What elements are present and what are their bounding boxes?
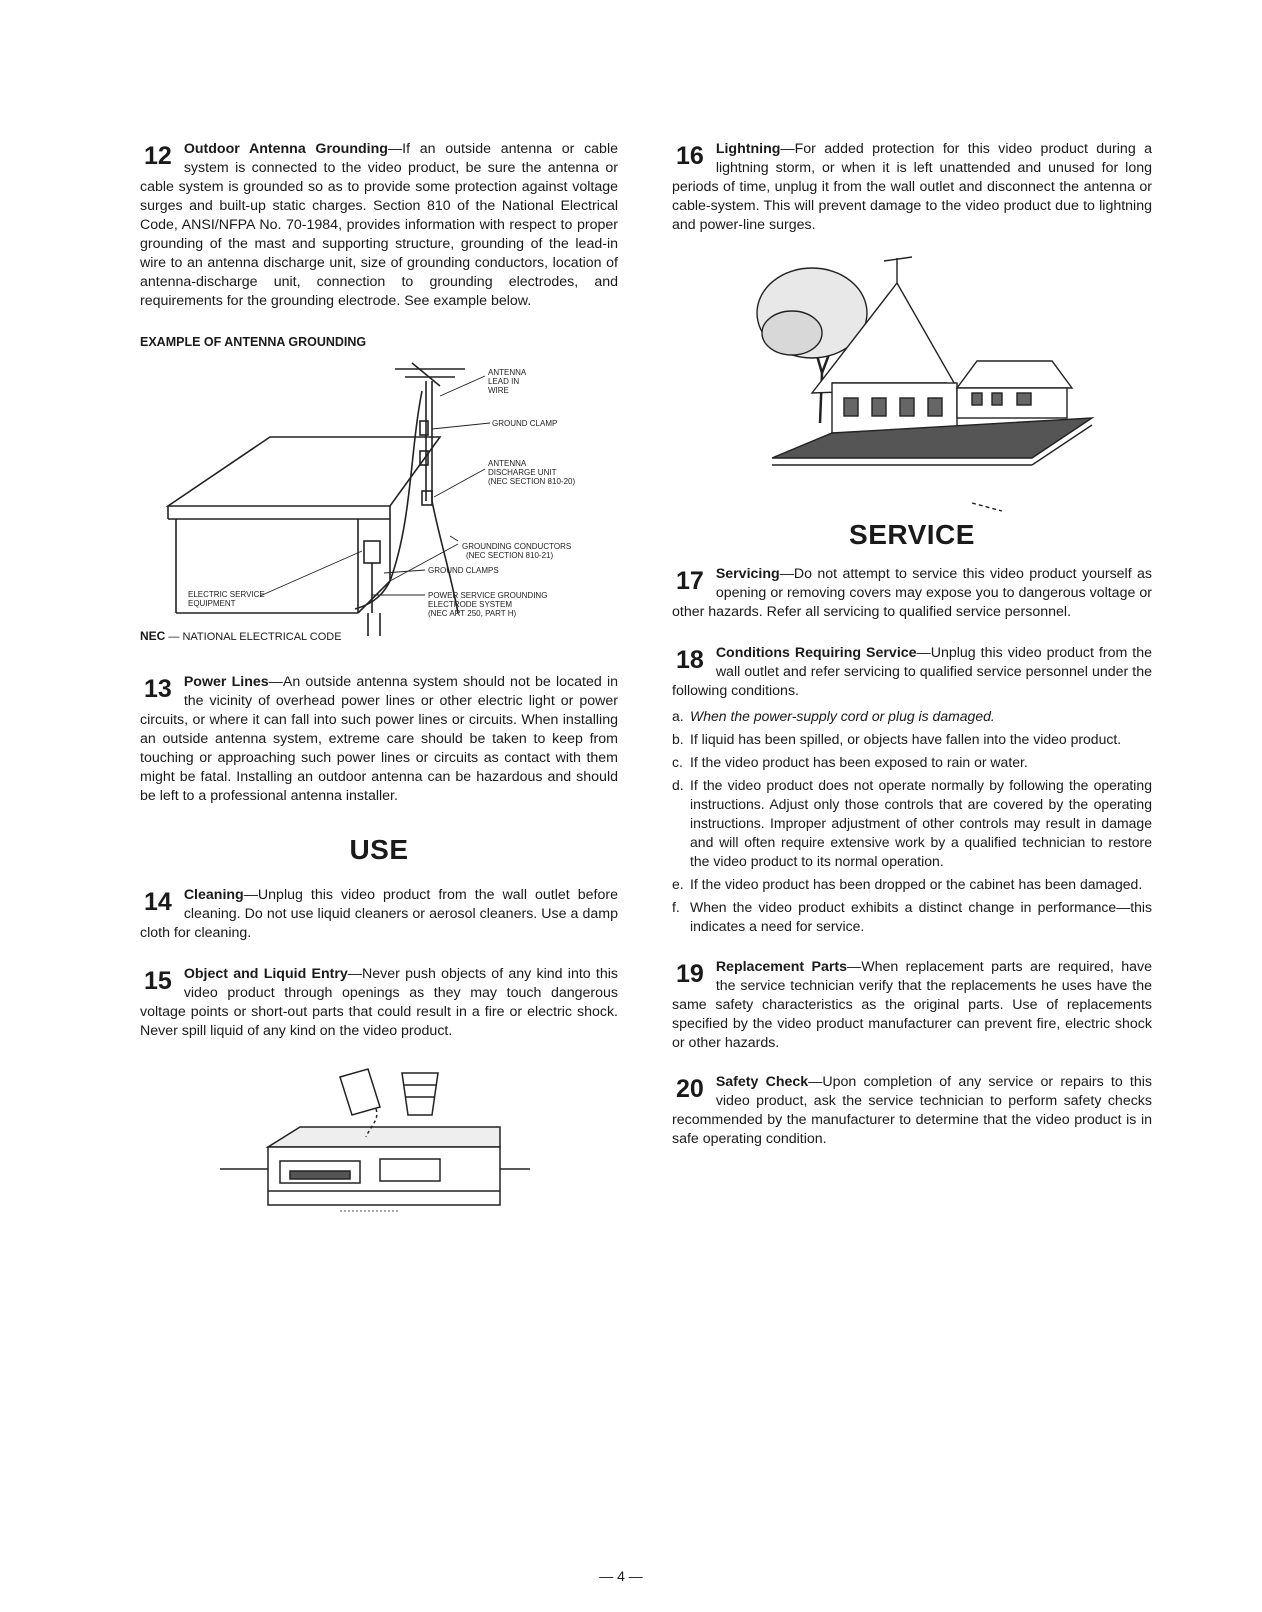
label-ground-clamp: GROUND CLAMP (492, 419, 558, 428)
item-title: Safety Check (715, 1074, 809, 1090)
item-number: 20 (676, 1075, 704, 1103)
item-body: —Unplug this video product from the wall outlet before cleaning. Do not use liquid cleaners or aerosol cleaners. Use a damp cloth for cleaning. (140, 887, 618, 941)
list-item (672, 875, 1152, 894)
item-number: 15 (144, 967, 172, 995)
label-electrode-system: POWER SERVICE GROUNDING (428, 591, 548, 600)
list-item (672, 730, 1152, 749)
item-19 (672, 958, 1152, 1053)
antenna-grounding-diagram (140, 351, 618, 651)
label-electrode-system-3: (NEC ART 250, PART H) (428, 609, 517, 618)
item-number: 14 (144, 888, 172, 916)
list-item (672, 707, 1152, 726)
list-item-text: If liquid has been spilled, or objects have fallen into the video product. (690, 731, 1122, 747)
item-number: 18 (676, 646, 704, 674)
item-body: —Never push objects of any kind into this video product through openings as they may touch dangerous voltage points or short-out parts that could result in a fire or electric shock. Never spill liquid of any kind on the video product. (140, 966, 619, 1039)
item-20 (672, 1073, 1152, 1149)
item-body: —When replacement parts are required, have the service technician verify that the replacements he uses have the same safety characteristics as the original parts. Use of replacements specified by the video product manufacturer can prevent fire, electric shock or other hazards. (672, 959, 1152, 1051)
vcr-liquid-illustration (140, 1059, 618, 1229)
nec-text: — NATIONAL ELECTRICAL CODE (165, 631, 342, 643)
item-title: Outdoor Antenna Grounding (183, 141, 388, 157)
label-electric-service-2: EQUIPMENT (188, 599, 236, 608)
item-title: Servicing (715, 566, 780, 582)
list-item-text: If the video product has been exposed to rain or water. (690, 754, 1028, 770)
diagram-title: EXAMPLE OF ANTENNA GROUNDING (140, 335, 367, 349)
label-electric-service: ELECTRIC SERVICE (188, 590, 265, 599)
item-body: —If an outside antenna or cable system is connected to the video product, be sure the antenna or cable system is grounded so as to provide some protection against voltage surges and built-up static charges. Section 810 of the National Electrical Code, ANSI/NFPA No. 70-1984, provides information with respect to proper grounding of the mast and supporting structure, grounding of the lead-in wire to an antenna discharge unit, size of grounding conductors, location of antenna-discharge unit, connection to grounding electrodes, and requirements for the grounding electrode. See example below. (140, 141, 618, 309)
item-body: —An outside antenna system should not be located in the vicinity of overhead power lines or other electric light or power circuits, or where it can fall into such power lines or circuits. When installing an outside antenna system, extreme care should be taken to keep from touching or approaching such power lines or circuits as contact with them might be fatal. Installing an outdoor antenna can be hazardous and should be left to a professional antenna installer. (140, 674, 618, 804)
list-item-label: f. (672, 899, 680, 915)
item-title: Conditions Requiring Service (715, 645, 917, 661)
list-item-text: When the video product exhibits a distinct change in performance—this indicates a need for service. (690, 899, 1152, 934)
item-number: 19 (676, 960, 704, 988)
label-antenna-lead-in-2: LEAD IN (488, 377, 520, 386)
label-discharge-unit-2: DISCHARGE UNIT (488, 468, 557, 477)
item-16 (672, 140, 1152, 235)
list-item-text: If the video product does not operate normally by following the operating instructions. Adjust only those controls that are covered by the operating instructions. Improper adjustment of other controls may result in damage and will often require extensive work by a qualified technician to restore the video product to its normal operation. (690, 777, 1152, 869)
list-item-label: c. (672, 754, 683, 770)
section-heading-service: SERVICE (849, 519, 975, 550)
label-ground-clamps: GROUND CLAMPS (428, 566, 499, 575)
item-12 (140, 140, 618, 311)
label-grounding-conductors-2: (NEC SECTION 810-21) (466, 551, 554, 560)
item-number: 17 (676, 567, 704, 595)
list-item-label: a. (672, 708, 684, 724)
label-discharge-unit-3: (NEC SECTION 810-20) (488, 477, 576, 486)
list-item-label: b. (672, 731, 684, 747)
item-14 (140, 886, 618, 943)
item-number: 16 (676, 142, 704, 170)
list-item (672, 898, 1152, 936)
label-antenna-lead-in-3: WIRE (488, 386, 509, 395)
item-title: Cleaning (183, 887, 244, 903)
label-grounding-conductors: GROUNDING CONDUCTORS (462, 542, 572, 551)
item-title: Object and Liquid Entry (183, 966, 348, 982)
item-13 (140, 673, 618, 806)
left-column (140, 140, 618, 1229)
label-electrode-system-2: ELECTRODE SYSTEM (428, 600, 513, 609)
item-body: —Do not attempt to service this video product yourself as opening or removing covers may expose you to dangerous voltage or other hazards. Refer all servicing to qualified service personnel. (672, 566, 1152, 620)
item-15 (140, 965, 618, 1041)
label-antenna-lead-in: ANTENNA (488, 368, 527, 377)
nec-note (140, 629, 618, 643)
item-18 (672, 644, 1152, 701)
item-title: Replacement Parts (715, 959, 847, 975)
lightning-house-illustration (672, 243, 1152, 513)
nec-abbr: NEC (140, 629, 166, 643)
list-item (672, 776, 1152, 871)
list-item-label: e. (672, 876, 684, 892)
list-item-text: When the power-supply cord or plug is damaged. (690, 708, 995, 724)
list-item-text: If the video product has been dropped or the cabinet has been damaged. (690, 876, 1143, 892)
item-body: —For added protection for this video product during a lightning storm, or when it is left unattended and unused for long periods of time, unplug it from the wall outlet and disconnect the antenna or cable-system. This will prevent damage to the video product due to lightning and power-line surges. (672, 141, 1152, 233)
item-body: —Unplug this video product from the wall outlet and refer servicing to qualified service personnel under the following conditions. (672, 645, 1152, 699)
label-discharge-unit: ANTENNA (488, 459, 527, 468)
right-column (672, 140, 1152, 1149)
item-body: —Upon completion of any service or repairs to this video product, ask the service technician to perform safety checks recommended by the manufacturer to determine that the video product is in safe operating condition. (672, 1074, 1153, 1147)
item-title: Lightning (715, 141, 781, 157)
list-item (672, 753, 1152, 772)
item-number: 13 (144, 675, 172, 703)
item-title: Power Lines (183, 674, 269, 690)
item-number: 12 (144, 142, 172, 170)
item-17 (672, 565, 1152, 622)
list-item-label: d. (672, 777, 684, 793)
section-heading-use: USE (349, 834, 409, 865)
page-number: — 4 — (599, 1568, 643, 1584)
service-conditions-list (672, 707, 1152, 936)
